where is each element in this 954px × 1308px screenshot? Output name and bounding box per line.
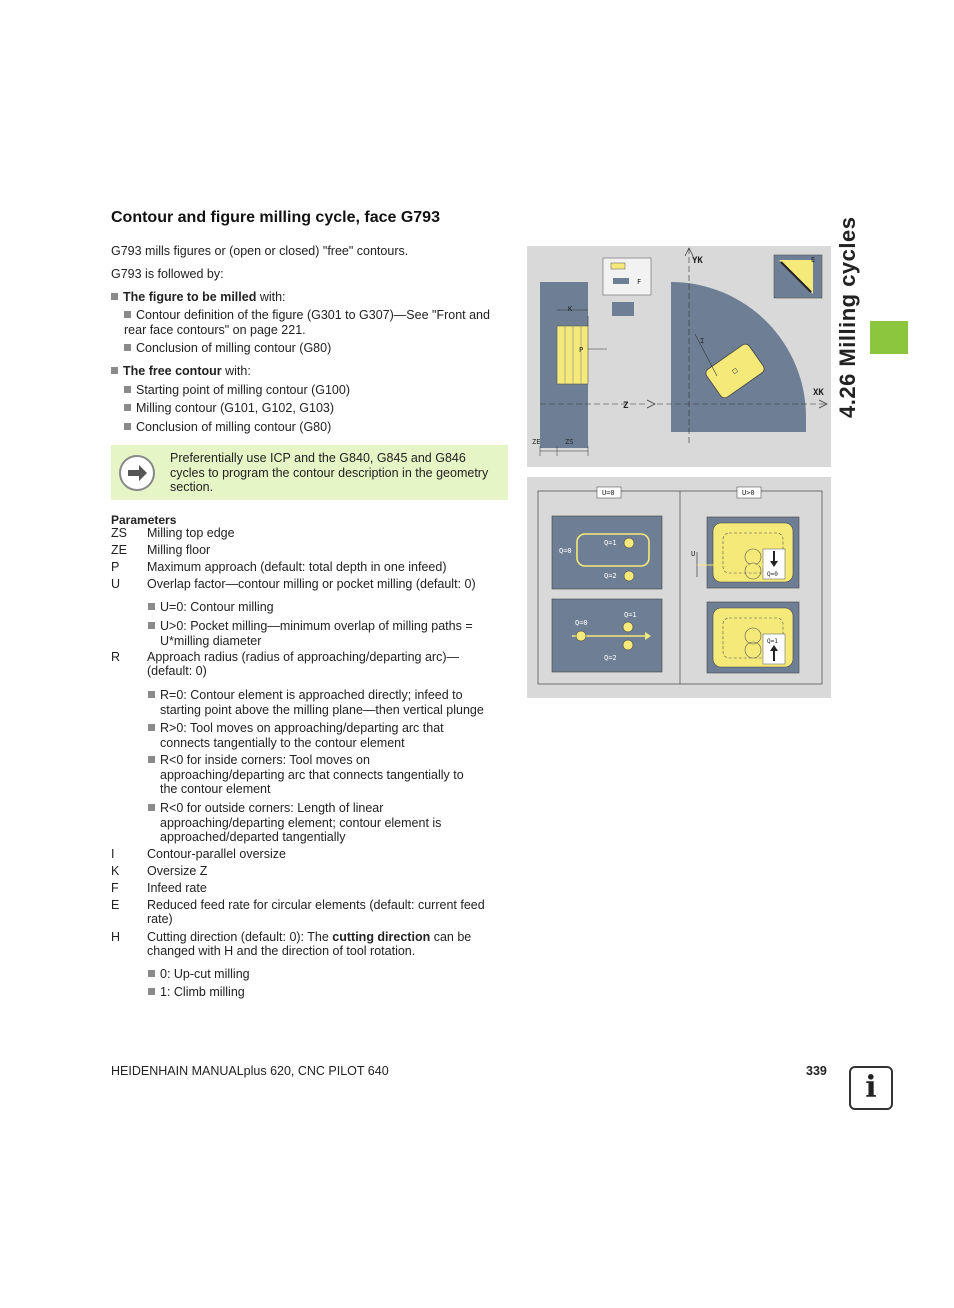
note-box (111, 445, 508, 500)
param-code: ZE (111, 543, 127, 557)
label-z: Z (623, 401, 629, 411)
label-i: I (700, 337, 705, 345)
label-q2: Q=2 (604, 572, 617, 580)
param-subitem (148, 619, 493, 648)
param-desc: Approach radius (radius of approaching/departing arc)—(default: 0) (147, 650, 459, 678)
label-q1-pocket: Q=1 (767, 638, 778, 645)
param-subitem-text: R<0 for inside corners: Tool moves on approaching/departing arc that connects tangentially to the contour element (160, 753, 464, 796)
label-u1: U>0 (742, 489, 755, 497)
bullet-icon (111, 367, 118, 374)
list-subitem (124, 401, 334, 416)
bullet-icon (124, 344, 131, 351)
param-desc: Reduced feed rate for circular elements (default: current feed rate) (147, 898, 485, 926)
bullet-icon (124, 311, 131, 318)
label-yk: YK (692, 256, 703, 266)
bullet-icon (124, 404, 131, 411)
param-desc (147, 930, 507, 958)
param-desc: Infeed rate (147, 881, 207, 895)
param-subitem-text: R>0: Tool moves on approaching/departing arc that connects tangentially to the contour element (160, 721, 444, 750)
param-subitem-text: 1: Climb milling (160, 985, 245, 999)
list-item (111, 364, 251, 379)
param-code: H (111, 930, 121, 944)
param-desc: Milling floor (147, 543, 211, 557)
param-subitem (148, 600, 274, 615)
list-item-text: with: (221, 364, 251, 378)
param-subitem (148, 967, 250, 982)
tool-holder (612, 302, 634, 316)
param-code: E (111, 898, 120, 912)
tool-icon-box (603, 258, 651, 295)
bullet-icon (148, 724, 155, 731)
param-code: U (111, 577, 121, 591)
info-icon (849, 1066, 893, 1110)
bullet-icon (148, 970, 155, 977)
chapter-side-label: 4.26 Milling cycles (835, 216, 860, 418)
footer-text: HEIDENHAIN MANUALplus 620, CNC PILOT 640 (111, 1064, 389, 1078)
param-subitem (148, 721, 468, 750)
chapter-tab-marker (870, 321, 908, 354)
bullet-icon (148, 804, 155, 811)
label-q2-open: Q=2 (604, 654, 617, 662)
label-e: E (811, 256, 816, 264)
param-desc: Maximum approach (default: total depth in one infeed) (147, 560, 447, 574)
bullet-icon (111, 293, 118, 300)
label-ze: ZE (532, 438, 541, 446)
bullet-icon (148, 603, 155, 610)
section-heading: Contour and figure milling cycle, face G793 (111, 209, 440, 226)
param-code: K (111, 864, 120, 878)
param-subitem-text: 0: Up-cut milling (160, 967, 250, 981)
label-q1: Q=1 (604, 539, 617, 547)
label-p: P (579, 346, 584, 354)
param-subitem-text: R<0 for outside corners: Length of linear approaching/departing element; contour element is approached/departed tangentially (160, 801, 442, 844)
param-desc: Milling top edge (147, 526, 235, 540)
param-subitem (148, 985, 245, 1000)
param-subitem-text: R=0: Contour element is approached directly; infeed to starting point above the milling plane—then vertical plunge (160, 688, 484, 717)
bullet-icon (124, 423, 131, 430)
label-zs: ZS (565, 438, 574, 446)
list-subitem-text: Conclusion of milling contour (G80) (136, 420, 332, 434)
param-code: R (111, 650, 121, 664)
bullet-icon (124, 386, 131, 393)
info-glyph: i (865, 1070, 877, 1105)
param-subitem (148, 688, 503, 717)
param-desc-text: can be changed with H and the direction of tool rotation. (147, 930, 472, 958)
param-desc-text: Cutting direction (default: 0): The (147, 930, 333, 944)
bullet-icon (148, 756, 155, 763)
param-desc-bold: cutting direction (332, 930, 431, 944)
list-subitem-text: Contour definition of the figure (G301 to G307)—See "Front and rear face contours" on page 221. (124, 308, 490, 337)
bullet-icon (148, 988, 155, 995)
label-f: F (637, 278, 642, 286)
list-item (111, 290, 286, 305)
note-text: Preferentially use ICP and the G840, G845 and G846 cycles to program the contour description in the geometry section. (170, 451, 489, 494)
list-subitem (124, 383, 350, 398)
param-subitem-text: U>0: Pocket milling—minimum overlap of milling paths = U*milling diameter (160, 619, 473, 648)
param-desc: Oversize Z (147, 864, 208, 878)
parameters-heading: Parameters (111, 513, 177, 527)
figure-geometry (527, 246, 831, 467)
param-subitem (148, 753, 478, 797)
list-subitem-text: Conclusion of milling contour (G80) (136, 341, 332, 355)
list-item-bold: The free contour (123, 364, 222, 378)
label-u: U (691, 550, 696, 558)
param-code: ZS (111, 526, 127, 540)
intro-paragraph-1: G793 mills figures or (open or closed) "free" contours. (111, 244, 409, 258)
param-subitem (148, 801, 504, 845)
list-subitem (124, 308, 504, 337)
list-subitem (124, 341, 331, 356)
param-desc: Contour-parallel oversize (147, 847, 286, 861)
bullet-icon (148, 691, 155, 698)
param-desc: Overlap factor—contour milling or pocket milling (default: 0) (147, 577, 476, 591)
intro-paragraph-2: G793 is followed by: (111, 267, 224, 281)
list-item-text: with: (256, 290, 286, 304)
list-subitem (124, 420, 331, 435)
label-q0-pocket: Q=0 (767, 571, 778, 578)
list-subitem-text: Milling contour (G101, G102, G103) (136, 401, 335, 415)
list-item-bold: The figure to be milled (123, 290, 257, 304)
param-code: F (111, 881, 119, 895)
param-subitem-text: U=0: Contour milling (160, 600, 274, 614)
label-u0: U=0 (602, 489, 615, 497)
page-number: 339 (806, 1064, 827, 1078)
label-k: K (568, 305, 573, 313)
label-q0-open: Q=0 (575, 619, 588, 627)
param-code: P (111, 560, 120, 574)
list-subitem-text: Starting point of milling contour (G100) (136, 383, 350, 397)
milled-area (557, 326, 588, 384)
figure-overlap (527, 477, 831, 698)
label-q0: Q=0 (559, 547, 572, 555)
bullet-icon (148, 622, 155, 629)
label-q1-open: Q=1 (624, 611, 637, 619)
label-xk: XK (813, 388, 824, 398)
arrow-right-icon (119, 455, 155, 491)
param-code: I (111, 847, 115, 861)
